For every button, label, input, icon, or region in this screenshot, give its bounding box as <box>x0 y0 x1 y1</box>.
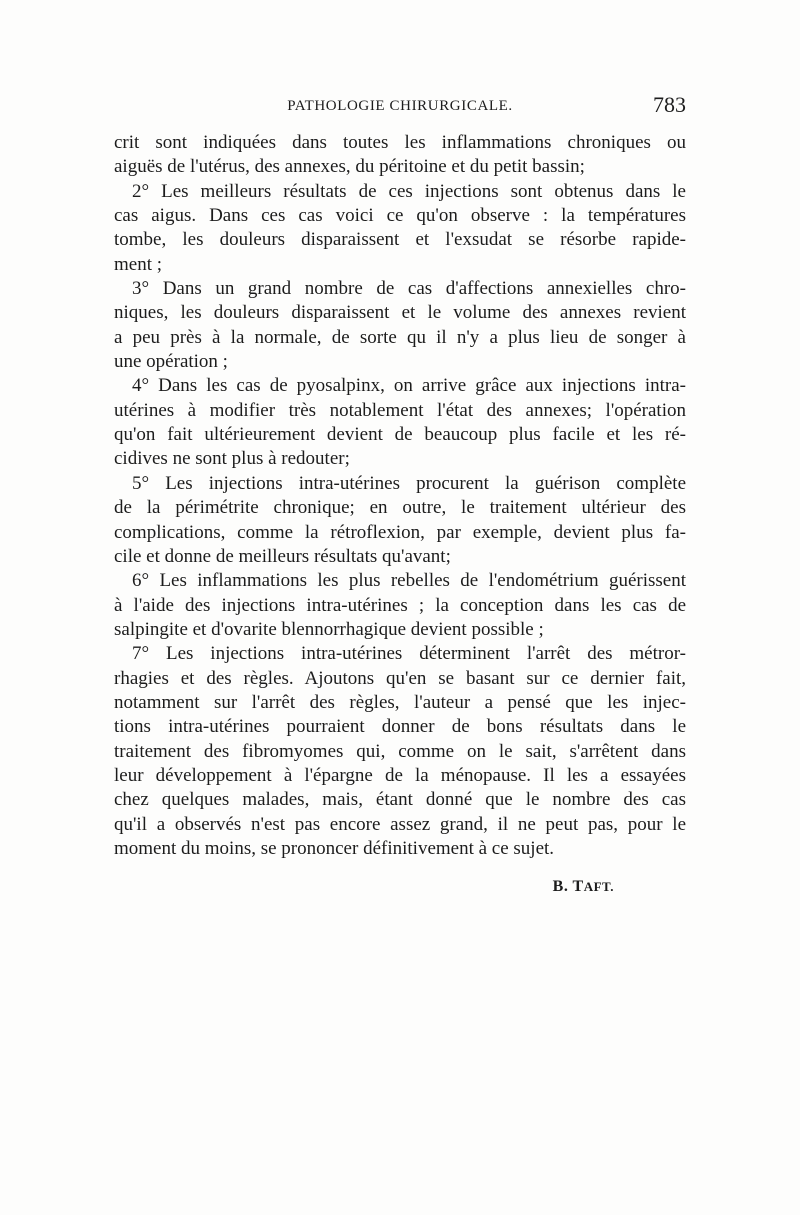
text-line: niques, les douleurs disparaissent et le volume des annexes revient <box>114 302 686 324</box>
text-line: crit sont indiquées dans toutes les inflammations chroniques ou <box>114 132 686 153</box>
text-line: utérines à modifier très notablement l'état des annexes; l'opération <box>114 399 686 421</box>
text-line: 3° Dans un grand nombre de cas d'affections annexielles chro- <box>132 278 686 300</box>
text-line: cidives ne sont plus à redouter; <box>114 448 350 470</box>
text-line: rhagies et des règles. Ajoutons qu'en se basant sur ce dernier fait, <box>114 667 686 689</box>
text-line: complications, comme la rétroflexion, par exemple, devient plus fa- <box>114 521 686 543</box>
author-signature <box>553 878 614 896</box>
text-line: notamment sur l'arrêt des règles, l'auteur a pensé que les injec- <box>114 691 686 713</box>
text-line: qu'on fait ultérieurement devient de beaucoup plus facile et les ré- <box>114 424 686 446</box>
text-line: leur développement à l'épargne de la ménopause. Il les a essayées <box>114 764 686 786</box>
page-header <box>114 92 686 126</box>
text-line: traitement des fibromyomes qui, comme on le sait, s'arrêtent dans <box>114 740 686 762</box>
signature-name: TAFT. <box>572 878 614 895</box>
text-line: 5° Les injections intra-utérines procurent la guérison complète <box>132 472 686 494</box>
text-line: aiguës de l'utérus, des annexes, du péritoine et du petit bassin; <box>114 156 585 178</box>
text-line: 6° Les inflammations les plus rebelles de l'endométrium guérissent <box>132 570 686 592</box>
text-line: tions intra-utérines pourraient donner de bons résultats dans le <box>114 716 686 738</box>
text-line: tombe, les douleurs disparaissent et l'exsudat se résorbe rapide- <box>114 229 686 251</box>
text-line: moment du moins, se prononcer définitivement à ce sujet. <box>114 837 555 859</box>
text-line: 4° Dans les cas de pyosalpinx, on arrive grâce aux injections intra- <box>132 375 686 397</box>
text-line: chez quelques malades, mais, étant donné que le nombre des cas <box>114 789 686 811</box>
text-line: une opération ; <box>114 351 228 373</box>
text-line: qu'il a observés n'est pas encore assez grand, il ne peut pas, pour le <box>114 813 686 835</box>
body-text <box>114 131 686 861</box>
signature-initial: B. <box>552 878 569 895</box>
text-line: cile et donne de meilleurs résultats qu'avant; <box>114 545 451 567</box>
text-line: 2° Les meilleurs résultats de ces injections sont obtenus dans le <box>132 180 686 202</box>
text-line: cas aigus. Dans ces cas voici ce qu'on observe : la températures <box>114 205 686 227</box>
text-line: de la périmétrite chronique; en outre, le traitement ultérieur des <box>114 497 686 519</box>
text-line: a peu près à la normale, de sorte qu il n'y a plus lieu de songer à <box>114 326 686 348</box>
text-line: ment ; <box>114 253 163 275</box>
text-line: 7° Les injections intra-utérines déterminent l'arrêt des métror- <box>132 643 686 665</box>
page-number: 783 <box>653 92 686 117</box>
text-line: à l'aide des injections intra-utérines ; la conception dans les cas de <box>114 594 686 616</box>
running-title: PATHOLOGIE CHIRURGICALE. <box>287 98 513 114</box>
text-line: salpingite et d'ovarite blennorrhagique devient possible ; <box>114 618 544 640</box>
